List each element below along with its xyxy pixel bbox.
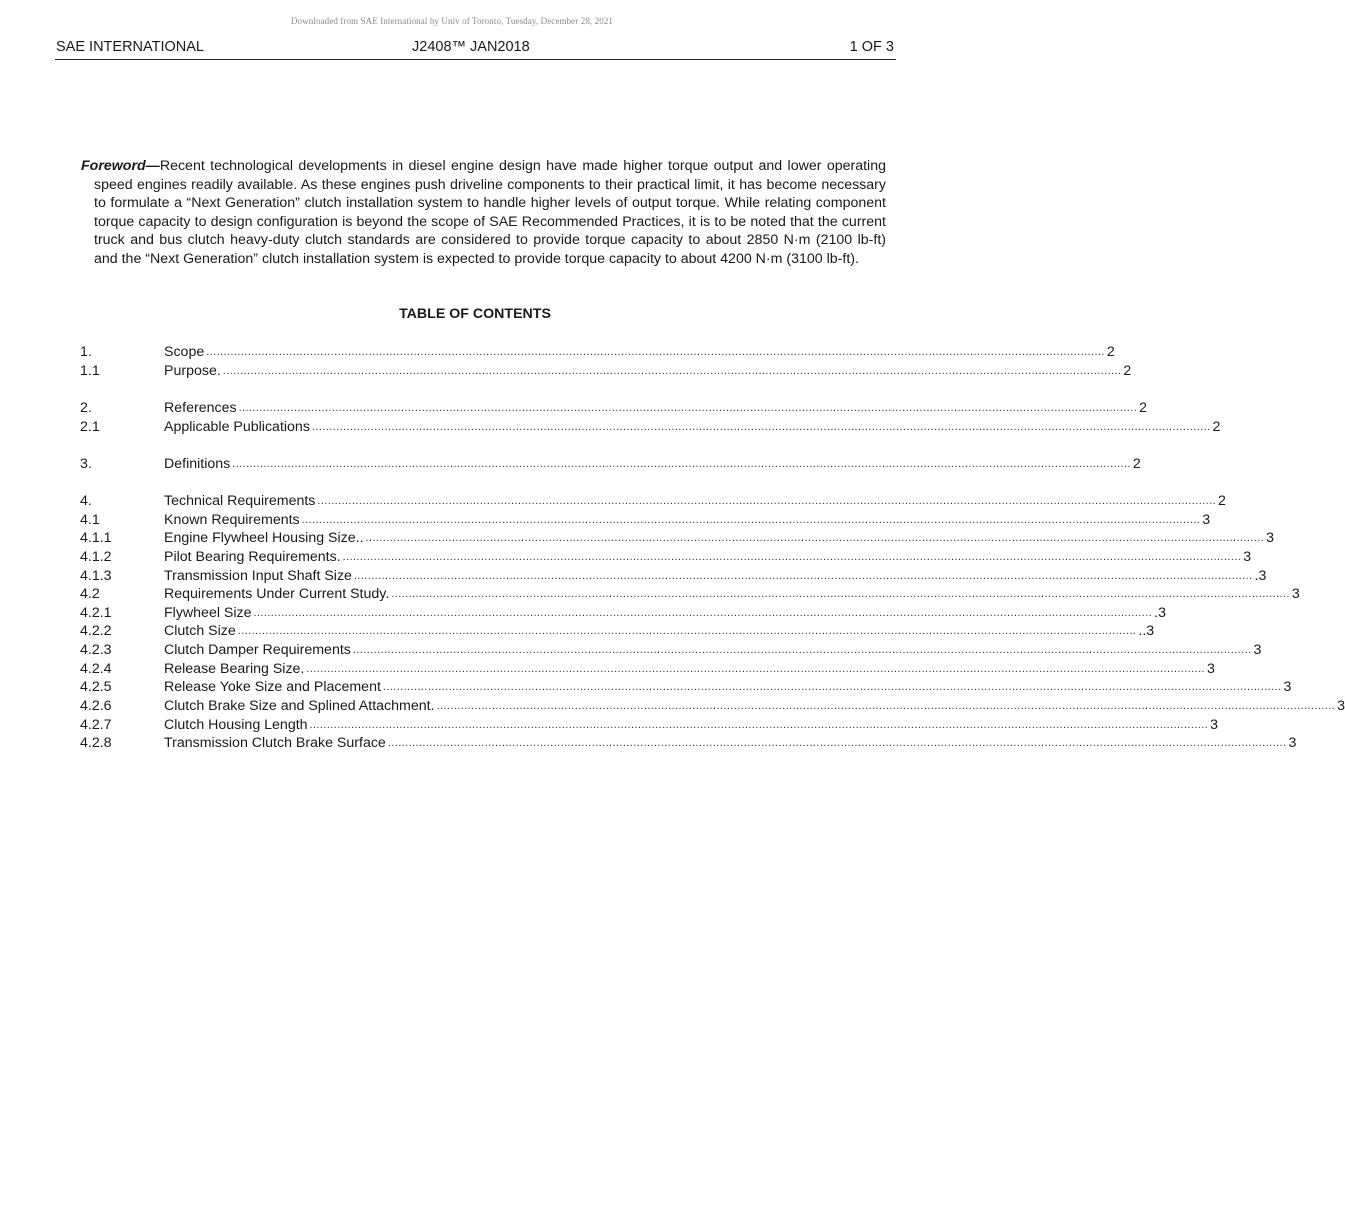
- toc-entry[interactable]: [80, 734, 1297, 752]
- toc-dot-leader: ....................................................................................................................................................................................................................................................................: [301, 514, 1201, 526]
- toc-dot-leader: ....................................................................................................................................................................................................................................................................: [436, 700, 1336, 712]
- toc-entry-title: Applicable Publications: [164, 419, 310, 435]
- toc-entry-page: 3: [1202, 512, 1211, 528]
- toc-heading: TABLE OF CONTENTS: [399, 306, 551, 322]
- toc-entry-number: 4.2: [80, 586, 100, 602]
- toc-dot-leader: ....................................................................................................................................................................................................................................................................: [382, 681, 1282, 693]
- toc-dot-leader: ....................................................................................................................................................................................................................................................................: [232, 458, 1131, 470]
- toc-entry-page: 2: [1139, 400, 1148, 416]
- toc-entry-page: 3: [1207, 661, 1215, 677]
- toc-entry-title: References: [164, 400, 237, 416]
- toc-dot-leader: ....................................................................................................................................................................................................................................................................: [253, 607, 1153, 619]
- foreword-paragraph: [81, 157, 886, 269]
- header-document-id: J2408™ JAN2018: [412, 39, 530, 55]
- toc-entry-number: 4.2.7: [80, 717, 112, 733]
- toc-entry[interactable]: [80, 716, 1219, 734]
- toc-entry-title: Clutch Damper Requirements: [164, 642, 351, 658]
- toc-entry-number: 4.2.1: [80, 605, 112, 621]
- toc-entry-page: 3: [1266, 530, 1275, 546]
- toc-entry[interactable]: [80, 492, 1226, 510]
- toc-dot-leader: ....................................................................................................................................................................................................................................................................: [306, 663, 1205, 675]
- toc-entry-number: 4.2.5: [80, 679, 112, 695]
- toc-entry-title: Engine Flywheel Housing Size..: [164, 530, 364, 546]
- toc-entry-title: Clutch Brake Size and Splined Attachment.: [164, 698, 435, 714]
- toc-entry[interactable]: [80, 678, 1292, 696]
- toc-entry-page: 3: [1337, 698, 1345, 714]
- toc-entry-page: 2: [1212, 419, 1221, 435]
- header-organization: SAE INTERNATIONAL: [56, 39, 204, 55]
- toc-entry-number: 1.: [80, 344, 92, 360]
- toc-dot-leader: ....................................................................................................................................................................................................................................................................: [206, 346, 1105, 358]
- foreword-lead: Foreword—: [81, 158, 160, 174]
- toc-dot-leader: ....................................................................................................................................................................................................................................................................: [222, 365, 1122, 377]
- toc-entry-title: Release Bearing Size.: [164, 661, 305, 677]
- toc-entry[interactable]: [80, 548, 1252, 566]
- toc-entry-page: 3: [1288, 735, 1297, 751]
- toc-entry-title: Pilot Bearing Requirements.: [164, 549, 341, 565]
- toc-entry[interactable]: [80, 343, 1115, 361]
- toc-dot-leader: ....................................................................................................................................................................................................................................................................: [387, 737, 1287, 749]
- toc-entry-number: 2.: [80, 400, 92, 416]
- toc-entry[interactable]: [80, 399, 1148, 417]
- toc-entry-page: .3: [1254, 568, 1267, 584]
- toc-entry[interactable]: [80, 567, 1267, 585]
- toc-entry-number: 1.1: [80, 363, 100, 379]
- toc-entry-number: 4.1.1: [80, 530, 112, 546]
- toc-entry[interactable]: [80, 697, 1345, 715]
- toc-entry-page: 2: [1106, 344, 1115, 360]
- toc-dot-leader: ....................................................................................................................................................................................................................................................................: [391, 588, 1290, 600]
- toc-entry-number: 4.2.3: [80, 642, 112, 658]
- toc-entry[interactable]: [80, 660, 1215, 678]
- toc-entry-number: 2.1: [80, 419, 100, 435]
- toc-entry-title: Purpose.: [164, 363, 221, 379]
- toc-entry-number: 3.: [80, 456, 92, 472]
- toc-entry-number: 4.: [80, 493, 92, 509]
- toc-entry-number: 4.1.2: [80, 549, 112, 565]
- toc-entry[interactable]: [80, 418, 1221, 436]
- toc-entry-title: Scope: [164, 344, 205, 360]
- toc-entry-page: 3: [1210, 717, 1219, 733]
- toc-entry-number: 4.2.6: [80, 698, 112, 714]
- running-header: [55, 39, 896, 60]
- toc-dot-leader: ....................................................................................................................................................................................................................................................................: [309, 719, 1209, 731]
- toc-entry[interactable]: [80, 585, 1300, 603]
- toc-entry[interactable]: [80, 604, 1166, 622]
- toc-entry[interactable]: [80, 511, 1211, 529]
- toc-entry-page: ..3: [1138, 623, 1155, 639]
- toc-entry-title: Known Requirements: [164, 512, 300, 528]
- toc-entry-number: 4.1: [80, 512, 100, 528]
- toc-entry-page: 3: [1253, 642, 1262, 658]
- toc-entry[interactable]: [80, 641, 1262, 659]
- toc-entry-page: 2: [1218, 493, 1226, 509]
- toc-dot-leader: ....................................................................................................................................................................................................................................................................: [342, 551, 1242, 563]
- toc-entry-number: 4.1.3: [80, 568, 112, 584]
- foreword-text: Recent technological developments in diesel engine design have made higher torque output and lower operating speed engines readily available. As these engines push driveline components to their practical limit, it has become necessary to formulate a “Next Generation” clutch installation system to handle higher levels of output torque. While relating component torque capacity to design configuration is beyond the scope of SAE Recommended Practices, it is to be noted that the current truck and bus clutch heavy-duty clutch standards are considered to provide torque capacity to about 2850 N·m (2100 lb-ft) and the “Next Generation” clutch installation system is expected to provide torque capacity to about 4200 N·m (3100 lb-ft).: [94, 158, 886, 267]
- toc-entry-title: Technical Requirements: [164, 493, 316, 509]
- toc-entry-title: Definitions: [164, 456, 231, 472]
- download-watermark: Downloaded from SAE International by Univ of Toronto, Tuesday, December 28, 2021: [290, 16, 614, 26]
- toc-entry[interactable]: [80, 529, 1275, 547]
- toc-entry-number: 4.2.2: [80, 623, 112, 639]
- toc-entry[interactable]: [80, 362, 1132, 380]
- toc-entry-title: Release Yoke Size and Placement: [164, 679, 381, 695]
- toc-dot-leader: ....................................................................................................................................................................................................................................................................: [365, 532, 1265, 544]
- toc-dot-leader: ....................................................................................................................................................................................................................................................................: [352, 644, 1252, 656]
- toc-entry-page: 3: [1291, 586, 1300, 602]
- toc-entry-page: 2: [1123, 363, 1132, 379]
- toc-entry-title: Transmission Clutch Brake Surface: [164, 735, 386, 751]
- toc-entry-title: Requirements Under Current Study.: [164, 586, 390, 602]
- toc-entry-page: 3: [1243, 549, 1252, 565]
- toc-entry-title: Clutch Housing Length: [164, 717, 308, 733]
- header-page-number: 1 OF 3: [849, 39, 894, 55]
- toc-entry[interactable]: [80, 622, 1155, 640]
- toc-entry-page: .3: [1154, 605, 1166, 621]
- toc-dot-leader: ....................................................................................................................................................................................................................................................................: [237, 625, 1137, 637]
- toc-entry-page: 3: [1283, 679, 1292, 695]
- toc-entry-title: Transmission Input Shaft Size: [164, 568, 352, 584]
- toc-dot-leader: ....................................................................................................................................................................................................................................................................: [353, 570, 1253, 582]
- toc-dot-leader: ....................................................................................................................................................................................................................................................................: [311, 421, 1211, 433]
- toc-dot-leader: ....................................................................................................................................................................................................................................................................: [238, 402, 1138, 414]
- toc-entry-number: 4.2.4: [80, 661, 112, 677]
- toc-entry-title: Flywheel Size: [164, 605, 252, 621]
- toc-dot-leader: ....................................................................................................................................................................................................................................................................: [317, 495, 1217, 507]
- toc-entry-title: Clutch Size: [164, 623, 236, 639]
- toc-entry[interactable]: [80, 455, 1141, 473]
- toc-entry-number: 4.2.8: [80, 735, 112, 751]
- toc-entry-page: 2: [1132, 456, 1141, 472]
